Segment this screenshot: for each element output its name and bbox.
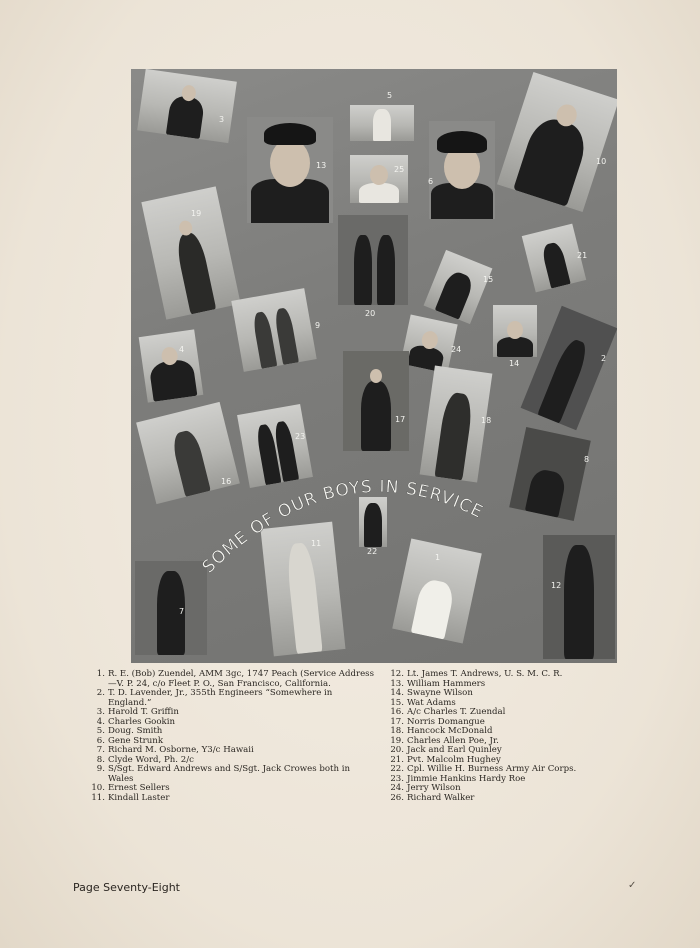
photo-number: 14 xyxy=(509,359,520,368)
collage-title-text: SOME OF OUR BOYS IN SERVICE xyxy=(198,476,487,578)
roster-item: 22. Cpl. Willie H. Burness Army Air Corps. xyxy=(390,764,577,774)
roster-item: 10. Ernest Sellers xyxy=(91,783,170,793)
roster-left-column xyxy=(89,670,377,803)
roster-item: 15. Wat Adams xyxy=(390,697,456,708)
roster-item: 12. Lt. James T. Andrews, U. S. M. C. R. xyxy=(390,669,563,679)
roster-item: 14. Swayne Wilson xyxy=(390,688,473,698)
photo-number: 23 xyxy=(295,432,306,441)
page-number-label: Page Seventy-Eight xyxy=(73,881,180,894)
corner-mark: ✓ xyxy=(628,880,637,891)
photo-number: 8 xyxy=(584,455,590,464)
roster-item: 13. William Hammers xyxy=(390,678,486,689)
roster-item: 21. Pvt. Malcolm Hughey xyxy=(390,754,501,765)
roster-item: 8. Clyde Word, Ph. 2/c xyxy=(96,754,194,765)
photo-number: 1 xyxy=(435,553,441,562)
roster-item: 20. Jack and Earl Quinley xyxy=(390,745,502,755)
roster-item: 26. Richard Walker xyxy=(390,792,475,803)
roster-item: 9. S/Sgt. Edward Andrews and S/Sgt. Jack Crowes both in Wales xyxy=(96,764,351,784)
photo-number: 3 xyxy=(219,115,225,124)
photo-number: 19 xyxy=(191,209,202,218)
photo-number: 16 xyxy=(221,477,232,486)
photo-collage xyxy=(131,69,617,663)
photo-number: 24 xyxy=(451,345,462,354)
roster-item: 24. Jerry Wilson xyxy=(390,783,461,793)
svg-text:SOME OF OUR BOYS IN SERVICE xyxy=(199,477,487,578)
photo-number: 22 xyxy=(367,547,378,556)
photo-number: 12 xyxy=(551,581,562,590)
roster-item: 19. Charles Allen Poe, Jr. xyxy=(390,735,499,746)
roster-item: 2. T. D. Lavender, Jr., 355th Engineers “Somewhere in England.” xyxy=(96,688,333,708)
photo-number: 17 xyxy=(395,415,406,424)
photo-number: 11 xyxy=(311,539,322,548)
roster-item: 18. Hancock McDonald xyxy=(390,726,493,736)
roster-right-column xyxy=(388,670,608,803)
photo-number: 9 xyxy=(315,321,321,330)
photo-number: 7 xyxy=(179,607,185,616)
photo-number: 21 xyxy=(577,251,588,260)
photo-number: 4 xyxy=(179,345,185,354)
collage-title xyxy=(131,69,617,663)
roster-item: 7. Richard M. Osborne, Y3/c Hawaii xyxy=(96,745,254,755)
photo-number: 2 xyxy=(601,354,607,363)
roster-item: 6. Gene Strunk xyxy=(96,735,164,746)
photo-number: 25 xyxy=(394,165,405,174)
roster-item: 11. Kindall Laster xyxy=(91,792,170,803)
roster-item: 5. Doug. Smith xyxy=(96,726,163,736)
photo-number: 10 xyxy=(596,157,607,166)
roster-item: 17. Norris Domangue xyxy=(390,716,485,727)
photo-number: 6 xyxy=(428,177,434,186)
roster-item: 4. Charles Gookin xyxy=(96,716,176,727)
photo-number: 18 xyxy=(481,416,492,425)
photo-number: 5 xyxy=(387,91,393,100)
roster-item: 1. R. E. (Bob) Zuendel, AMM 3gc, 1747 Peach (Service Address—V. P. 24, c/o Fleet P. O., San Francisco, California. xyxy=(96,669,374,689)
photo-number: 13 xyxy=(316,161,327,170)
roster-item: 16. A/c Charles T. Zuendal xyxy=(390,707,506,717)
photo-number: 15 xyxy=(483,275,494,284)
photo-number: 20 xyxy=(365,309,376,318)
roster-item: 3. Harold T. Griffin xyxy=(96,707,179,717)
roster-item: 23. Jimmie Hankins Hardy Roe xyxy=(390,773,526,784)
